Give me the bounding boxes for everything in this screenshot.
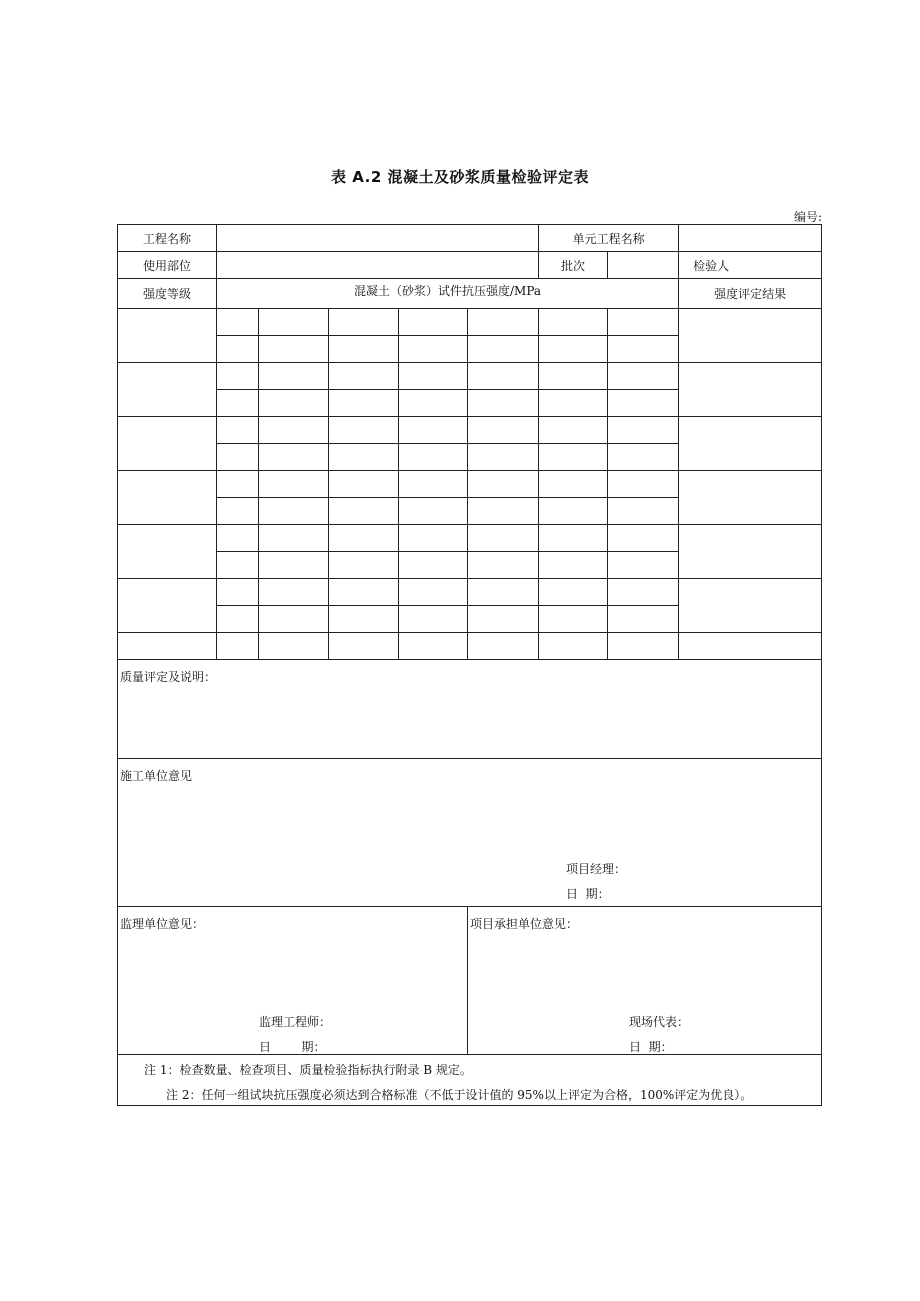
data-cell[interactable]: [539, 633, 608, 660]
data-cell[interactable]: [539, 336, 608, 363]
contractor-opinion-area[interactable]: [118, 759, 822, 907]
data-cell[interactable]: [217, 444, 259, 471]
data-cell[interactable]: [217, 606, 259, 633]
data-cell[interactable]: [259, 309, 329, 336]
data-cell[interactable]: [468, 552, 539, 579]
data-cell[interactable]: [329, 363, 399, 390]
data-cell[interactable]: [259, 606, 329, 633]
date-label-1: 日 期：: [566, 887, 610, 901]
unit-project-name-label: 单元工程名称: [539, 225, 679, 252]
undertaking-opinion-label: 项目承担单位意见：: [470, 917, 579, 931]
data-row: [118, 525, 822, 552]
data-cell[interactable]: [468, 336, 539, 363]
data-cell[interactable]: [259, 525, 329, 552]
quality-evaluation-form: [117, 224, 822, 1106]
use-location-field[interactable]: [217, 252, 539, 279]
data-cell[interactable]: [539, 471, 608, 498]
data-cell[interactable]: [329, 471, 399, 498]
project-manager-label: 项目经理：: [566, 862, 627, 876]
data-cell[interactable]: [399, 336, 468, 363]
undertaking-opinion-area[interactable]: [468, 907, 822, 1055]
data-row: [118, 633, 822, 660]
grade-cell[interactable]: [118, 471, 217, 525]
data-cell[interactable]: [608, 390, 679, 417]
data-cell[interactable]: [468, 525, 539, 552]
data-cell[interactable]: [329, 444, 399, 471]
data-cell[interactable]: [329, 336, 399, 363]
grade-cell[interactable]: [118, 633, 217, 660]
data-cell[interactable]: [468, 444, 539, 471]
data-row: [118, 579, 822, 606]
data-cell[interactable]: [399, 363, 468, 390]
supervising-engineer-label: 监理工程师：: [259, 1015, 332, 1029]
date-label-3: 日 期：: [629, 1040, 673, 1054]
inspector-label: 检验人: [679, 252, 822, 279]
data-cell[interactable]: [608, 579, 679, 606]
grade-cell[interactable]: [118, 363, 217, 417]
data-cell[interactable]: [539, 498, 608, 525]
data-cell[interactable]: [539, 552, 608, 579]
data-cell[interactable]: [608, 498, 679, 525]
data-cell[interactable]: [329, 309, 399, 336]
data-cell[interactable]: [608, 552, 679, 579]
data-cell[interactable]: [399, 579, 468, 606]
quality-eval-row: [118, 660, 822, 759]
data-cell[interactable]: [399, 417, 468, 444]
note-2: 注 2：任何一组试块抗压强度必须达到合格标准（不低于设计值的 95%以上评定为合格，100%评定为优良）。: [166, 1088, 753, 1102]
data-cell[interactable]: [259, 363, 329, 390]
supervisor-opinion-area[interactable]: [118, 907, 468, 1055]
data-cell[interactable]: [608, 417, 679, 444]
data-cell[interactable]: [608, 444, 679, 471]
data-cell[interactable]: [259, 417, 329, 444]
data-cell[interactable]: [608, 471, 679, 498]
contractor-opinion-label: 施工单位意见: [120, 769, 193, 783]
data-cell[interactable]: [259, 336, 329, 363]
result-cell[interactable]: [679, 309, 822, 363]
batch-label: 批次: [539, 252, 608, 279]
strength-grade-label: 强度等级: [118, 279, 217, 309]
data-cell[interactable]: [329, 498, 399, 525]
header-row-project: [118, 225, 822, 252]
data-row: [118, 471, 822, 498]
data-cell[interactable]: [399, 390, 468, 417]
data-cell[interactable]: [329, 633, 399, 660]
data-cell[interactable]: [468, 633, 539, 660]
notes-row: [118, 1055, 822, 1106]
data-cell[interactable]: [399, 606, 468, 633]
data-cell[interactable]: [217, 336, 259, 363]
result-cell[interactable]: [679, 633, 822, 660]
supervisor-opinion-label: 监理单位意见：: [120, 917, 205, 931]
notes-area: [118, 1055, 822, 1106]
data-cell[interactable]: [217, 417, 259, 444]
header-row-strength: [118, 279, 822, 309]
data-cell[interactable]: [217, 498, 259, 525]
data-cell[interactable]: [329, 390, 399, 417]
data-cell[interactable]: [329, 552, 399, 579]
data-cell[interactable]: [468, 363, 539, 390]
data-cell[interactable]: [217, 471, 259, 498]
grade-cell[interactable]: [118, 525, 217, 579]
data-row: [118, 417, 822, 444]
data-cell[interactable]: [217, 309, 259, 336]
unit-project-name-field[interactable]: [679, 225, 822, 252]
date-label-2: 日 期：: [259, 1040, 326, 1054]
data-cell[interactable]: [539, 525, 608, 552]
data-cell[interactable]: [217, 390, 259, 417]
project-name-label: 工程名称: [118, 225, 217, 252]
data-cell[interactable]: [468, 498, 539, 525]
data-cell[interactable]: [608, 309, 679, 336]
data-cell[interactable]: [608, 525, 679, 552]
data-cell[interactable]: [539, 606, 608, 633]
result-cell[interactable]: [679, 471, 822, 525]
data-cell[interactable]: [217, 525, 259, 552]
project-name-field[interactable]: [217, 225, 539, 252]
data-cell[interactable]: [329, 606, 399, 633]
data-cell[interactable]: [399, 309, 468, 336]
data-cell[interactable]: [259, 579, 329, 606]
data-cell[interactable]: [217, 363, 259, 390]
data-cell[interactable]: [468, 390, 539, 417]
data-cell[interactable]: [329, 525, 399, 552]
grade-cell[interactable]: [118, 309, 217, 363]
grade-cell[interactable]: [118, 417, 217, 471]
data-cell[interactable]: [217, 552, 259, 579]
data-cell[interactable]: [259, 471, 329, 498]
opinions-row: [118, 907, 822, 1055]
data-cell[interactable]: [217, 633, 259, 660]
data-cell[interactable]: [608, 363, 679, 390]
data-cell[interactable]: [539, 444, 608, 471]
data-cell[interactable]: [468, 471, 539, 498]
data-cell[interactable]: [259, 390, 329, 417]
data-cell[interactable]: [329, 417, 399, 444]
serial-number-label: 编号:: [793, 210, 822, 224]
data-cell[interactable]: [468, 579, 539, 606]
data-cell[interactable]: [608, 606, 679, 633]
quality-eval-label: 质量评定及说明：: [120, 670, 217, 684]
data-cell[interactable]: [259, 552, 329, 579]
data-cell[interactable]: [259, 498, 329, 525]
data-cell[interactable]: [468, 606, 539, 633]
contractor-opinion-row: [118, 759, 822, 907]
data-cell[interactable]: [608, 633, 679, 660]
data-cell[interactable]: [539, 309, 608, 336]
data-cell[interactable]: [399, 444, 468, 471]
data-row: [118, 363, 822, 390]
data-cell[interactable]: [399, 525, 468, 552]
result-cell[interactable]: [679, 417, 822, 471]
data-cell[interactable]: [217, 579, 259, 606]
data-cell[interactable]: [608, 336, 679, 363]
note-1: 注 1：检查数量、检查项目、质量检验指标执行附录 B 规定。: [144, 1063, 472, 1077]
test-strength-label: 混凝土（砂浆）试件抗压强度/MPa: [217, 279, 679, 309]
data-cell[interactable]: [399, 633, 468, 660]
data-cell[interactable]: [259, 444, 329, 471]
result-cell[interactable]: [679, 525, 822, 579]
site-rep-label: 现场代表：: [629, 1015, 690, 1029]
data-cell[interactable]: [468, 417, 539, 444]
data-cell[interactable]: [399, 471, 468, 498]
data-cell[interactable]: [329, 579, 399, 606]
data-cell[interactable]: [539, 390, 608, 417]
data-cell[interactable]: [539, 579, 608, 606]
quality-eval-area[interactable]: [118, 660, 822, 759]
data-cell[interactable]: [259, 633, 329, 660]
data-row: [118, 309, 822, 336]
form-title: 表 A.2 混凝土及砂浆质量检验评定表: [331, 168, 589, 186]
data-cell[interactable]: [399, 552, 468, 579]
data-cell[interactable]: [399, 498, 468, 525]
header-row-location: [118, 252, 822, 279]
data-cell[interactable]: [539, 417, 608, 444]
result-cell[interactable]: [679, 363, 822, 417]
data-cell[interactable]: [468, 309, 539, 336]
strength-result-label: 强度评定结果: [679, 279, 822, 309]
data-cell[interactable]: [539, 363, 608, 390]
result-cell[interactable]: [679, 579, 822, 633]
grade-cell[interactable]: [118, 579, 217, 633]
use-location-label: 使用部位: [118, 252, 217, 279]
batch-field[interactable]: [608, 252, 679, 279]
